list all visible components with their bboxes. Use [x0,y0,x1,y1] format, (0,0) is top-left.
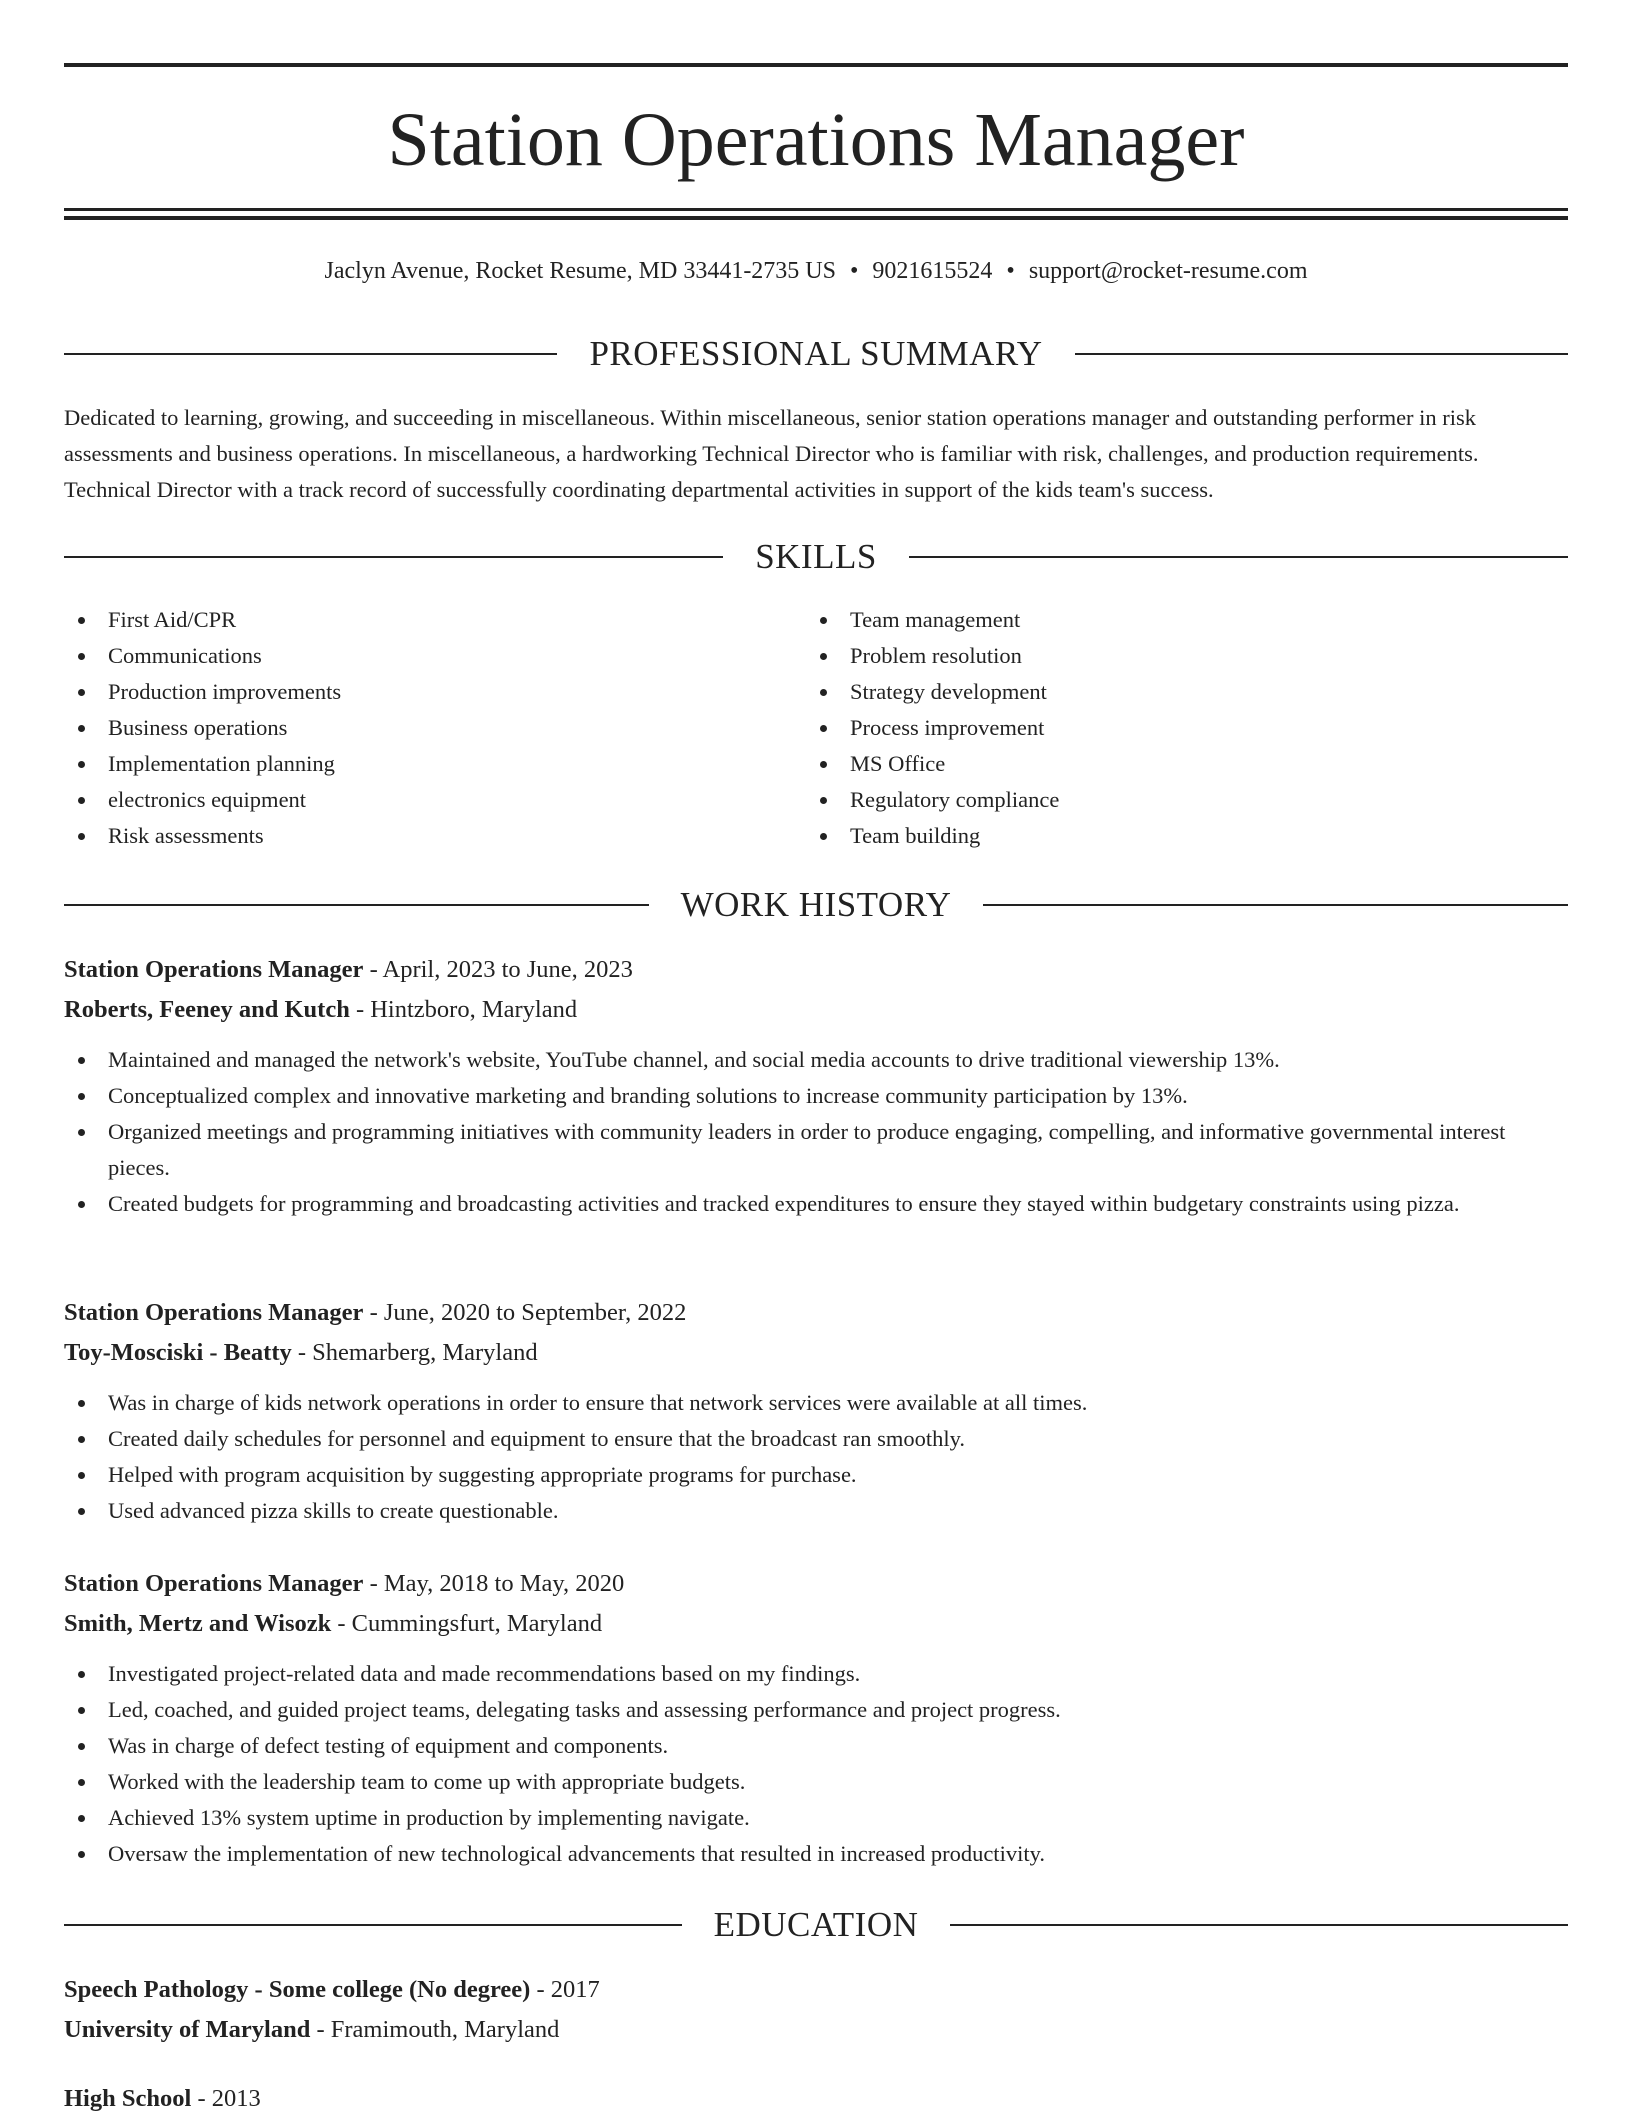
section-heading-summary [64,332,1568,376]
skills-list [64,602,1568,854]
skill-item [806,602,1548,638]
skill-item [64,782,806,818]
bullet-dot [78,617,85,624]
resume-title: Station Operations Manager [387,98,1245,182]
bullet-dot [78,653,85,660]
section-title: EDUCATION [713,1905,919,1944]
job-entry [64,1564,1568,1872]
bullet-dot [820,761,827,768]
job-dates: - May, 2018 to May, 2020 [363,1570,625,1597]
education-degree-line [64,2079,1568,2119]
job-company-line [64,1604,1568,1644]
header-bottom-rule-2 [64,216,1568,220]
bullet-dot [78,761,85,768]
bullet-dot [78,1671,85,1678]
bullet-text: Conceptualized complex and innovative marketing and branding solutions to increase community participation by 13%. [108,1083,1188,1108]
bullet-item [64,1114,1568,1186]
job-dates: - April, 2023 to June, 2023 [363,956,633,983]
bullet-text: Worked with the leadership team to come up with appropriate budgets. [108,1769,746,1794]
heading-rule [1075,353,1568,355]
bullet-dot [820,653,827,660]
contact-address: Jaclyn Avenue, Rocket Resume, MD 33441-2735 US [324,258,836,284]
job-company: Roberts, Feeney and Kutch [64,996,350,1023]
bullet-item [64,1764,1568,1800]
education-year: - 2017 [530,1976,600,2003]
skill-item [64,674,806,710]
skill-text: Regulatory compliance [850,787,1060,812]
job-location: - Shemarberg, Maryland [291,1339,538,1366]
bullet-item [64,1078,1568,1114]
job-title-line [64,1564,1568,1604]
bullet-dot [820,833,827,840]
job-bullets [64,1656,1568,1872]
skill-text: Problem resolution [850,643,1022,668]
contact-email: support@rocket-resume.com [1028,258,1308,284]
section-heading-education [64,1903,1568,1947]
education-degree: Speech Pathology - Some college (No degree) [64,1976,531,2003]
bullet-dot [820,797,827,804]
bullet-dot [78,1707,85,1714]
bullet-dot [78,1851,85,1858]
heading-rule [983,904,1568,906]
bullet-item [64,1692,1568,1728]
bullet-text: Led, coached, and guided project teams, delegating tasks and assessing performance and project progress. [108,1697,1061,1722]
skill-text: Implementation planning [108,751,335,776]
contact-line [64,254,1568,288]
bullet-text: Helped with program acquisition by suggesting appropriate programs for purchase. [108,1462,857,1487]
bullet-text: Created budgets for programming and broadcasting activities and tracked expenditures to ensure they stayed within budgetary constraints using pizza. [108,1191,1460,1216]
bullet-item [64,1493,1568,1529]
bullet-text: Oversaw the implementation of new technological advancements that resulted in increased productivity. [108,1841,1045,1866]
bullet-dot [78,1093,85,1100]
education-location: - Framimouth, Maryland [310,2016,560,2043]
job-company-line [64,990,1568,1030]
job-company: Toy-Mosciski - Beatty [64,1339,292,1366]
header-bottom-rule [64,208,1568,211]
job-title: Station Operations Manager [64,1299,364,1326]
summary-text: Dedicated to learning, growing, and succeeding in miscellaneous. Within miscellaneous, senior station operations manager and outstanding performer in risk assessments and business operations. In miscellaneous, a hardworking Technical Director who is familiar with risk, challenges, and production requirements. Technical Director with a track record of successfully coordinating departmental activities in support of the kids team's success. [64,405,1479,502]
bullet-text: Was in charge of kids network operations in order to ensure that network services were available at all times. [108,1390,1088,1415]
skill-text: First Aid/CPR [108,607,237,632]
skill-text: Business operations [108,715,288,740]
skill-item [806,674,1548,710]
skill-text: Team management [850,607,1021,632]
skill-item [64,818,806,854]
job-title-line [64,950,1568,990]
bullet-dot [78,1779,85,1786]
job-dates: - June, 2020 to September, 2022 [363,1299,687,1326]
bullet-text: Organized meetings and programming initiatives with community leaders in order to produce engaging, compelling, and informative governmental interest pieces. [108,1119,1506,1180]
section-heading-skills [64,535,1568,579]
education-school: University of Maryland [64,2016,311,2043]
bullet-dot [78,1057,85,1064]
section-title: WORK HISTORY [680,885,952,924]
skill-text: Communications [108,643,262,668]
contact-phone: 9021615524 [872,258,993,284]
skill-text: Process improvement [850,715,1045,740]
contact-separator: • [1006,258,1015,284]
contact-separator: • [850,258,859,284]
education-degree-line [64,1970,1568,2010]
education-entry [64,2079,1568,2119]
job-entry [64,1293,1568,1529]
bullet-item [64,1186,1568,1222]
job-bullets [64,1385,1568,1529]
job-company: Smith, Mertz and Wisozk [64,1610,332,1637]
bullet-item [64,1385,1568,1421]
bullet-dot [78,1815,85,1822]
skill-text: Production improvements [108,679,342,704]
job-title-line [64,1293,1568,1333]
heading-rule [950,1924,1568,1926]
skill-item [64,602,806,638]
skill-text: Risk assessments [108,823,264,848]
education-degree: High School [64,2085,192,2112]
bullet-dot [78,725,85,732]
bullet-text: Investigated project-related data and made recommendations based on my findings. [108,1661,861,1686]
skill-text: MS Office [850,751,946,776]
job-location: - Cummingsfurt, Maryland [331,1610,603,1637]
job-entry [64,950,1568,1222]
bullet-item [64,1042,1568,1078]
bullet-item [64,1728,1568,1764]
job-title: Station Operations Manager [64,1570,364,1597]
job-location: - Hintzboro, Maryland [349,996,578,1023]
bullet-dot [78,1129,85,1136]
skill-item [806,710,1548,746]
bullet-dot [78,1743,85,1750]
section-title: PROFESSIONAL SUMMARY [589,334,1043,373]
bullet-item [64,1836,1568,1872]
heading-rule [64,1924,682,1926]
bullet-text: Created daily schedules for personnel and equipment to ensure that the broadcast ran smoothly. [108,1426,966,1451]
section-title: SKILLS [755,537,877,576]
job-bullets [64,1042,1568,1222]
header-top-rule [64,63,1568,67]
section-heading-work [64,883,1568,927]
skill-text: electronics equipment [108,787,307,812]
skill-item [806,818,1548,854]
heading-rule [64,904,649,906]
skill-text: Team building [850,823,981,848]
bullet-dot [78,1400,85,1407]
bullet-text: Achieved 13% system uptime in production by implementing navigate. [108,1805,750,1830]
bullet-dot [78,1436,85,1443]
education-year: - 2013 [191,2085,261,2112]
bullet-dot [78,689,85,696]
job-title: Station Operations Manager [64,956,364,983]
heading-rule [64,556,723,558]
skill-item [64,710,806,746]
skill-item [64,746,806,782]
education-school-line [64,2010,1568,2050]
skill-item [806,638,1548,674]
skill-item [806,782,1548,818]
heading-rule [909,556,1568,558]
bullet-item [64,1656,1568,1692]
bullet-dot [820,725,827,732]
bullet-dot [820,617,827,624]
bullet-dot [78,1508,85,1515]
skills-column-left [64,602,806,854]
bullet-text: Was in charge of defect testing of equipment and components. [108,1733,669,1758]
education-entry [64,1970,1568,2050]
bullet-text: Used advanced pizza skills to create questionable. [108,1498,559,1523]
bullet-dot [78,833,85,840]
bullet-item [64,1421,1568,1457]
bullet-item [64,1800,1568,1836]
heading-rule [64,353,557,355]
bullet-dot [78,797,85,804]
bullet-dot [78,1201,85,1208]
bullet-text: Maintained and managed the network's website, YouTube channel, and social media accounts to drive traditional viewership 13%. [108,1047,1280,1072]
job-company-line [64,1333,1568,1373]
bullet-dot [78,1472,85,1479]
skill-text: Strategy development [850,679,1047,704]
skill-item [806,746,1548,782]
bullet-item [64,1457,1568,1493]
skill-item [64,638,806,674]
bullet-dot [820,689,827,696]
skills-column-right [806,602,1548,854]
